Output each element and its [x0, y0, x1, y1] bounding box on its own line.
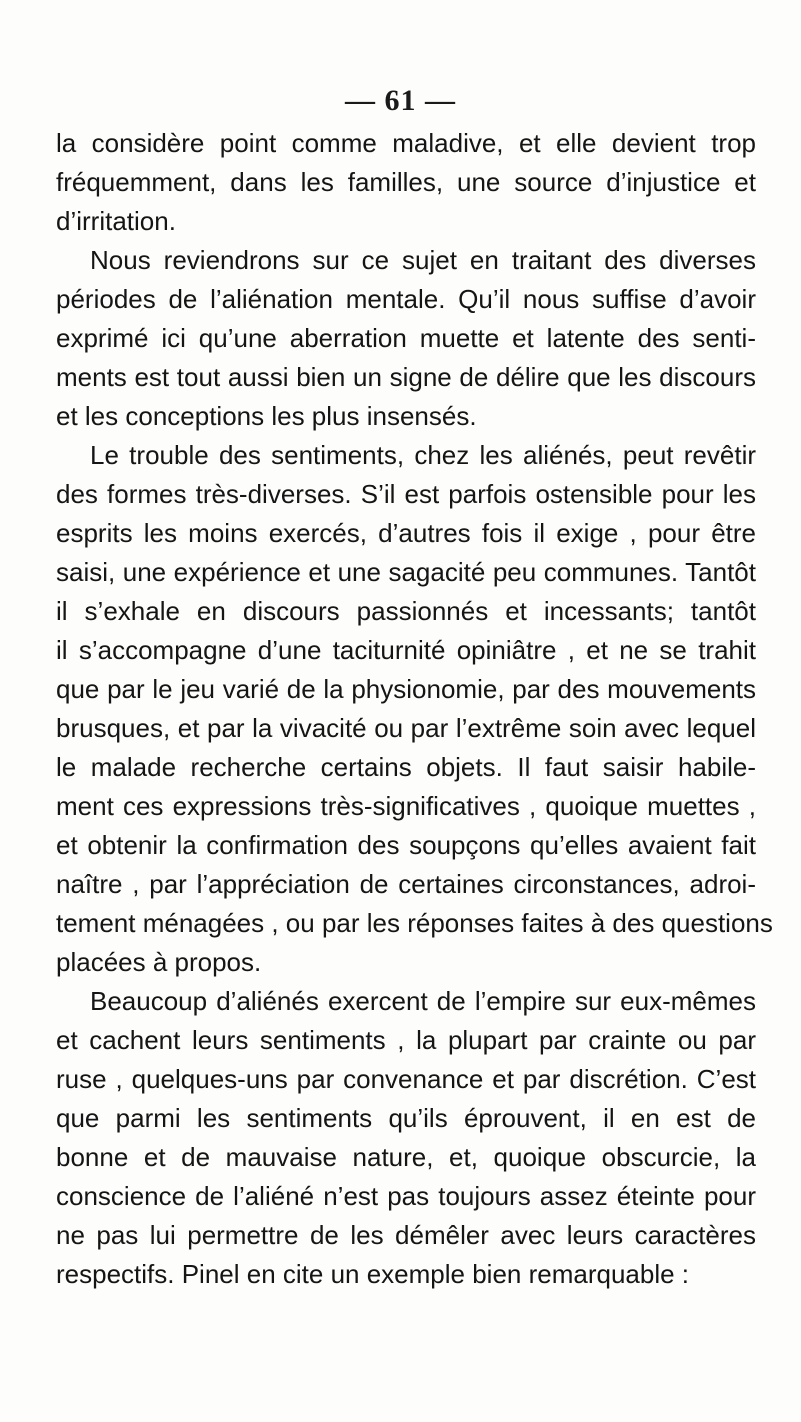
text-line: périodes de l’aliénation mentale. Qu’il nous suffise d’avoir [56, 284, 756, 314]
text-line: tement ménagées , ou par les réponses faites à des questions [56, 908, 773, 938]
text-line: ruse , quelques-uns par convenance et par discrétion. C’est [56, 1064, 756, 1094]
text-line: Le trouble des sentiments, chez les aliénés, peut revêtir [90, 440, 756, 470]
text-line: des formes très-diverses. S’il est parfois ostensible pour les [56, 479, 756, 509]
text-line: esprits les moins exercés, d’autres fois il exige , pour être [56, 518, 756, 548]
text-line: placées à propos. [56, 947, 262, 977]
paragraph [56, 124, 756, 241]
body-text [56, 124, 773, 1294]
text-line: que par le jeu varié de la physionomie, par des mouvements [56, 674, 756, 704]
text-line: brusques, et par la vivacité ou par l’extrême soin avec lequel [56, 713, 756, 743]
paragraph [56, 436, 773, 982]
text-line: respectifs. Pinel en cite un exemple bien remarquable : [56, 1259, 690, 1289]
text-line: et les conceptions les plus insensés. [56, 401, 477, 431]
text-line: que parmi les sentiments qu’ils éprouvent, il en est de [56, 1103, 756, 1133]
text-line: et cachent leurs sentiments , la plupart par crainte ou par [56, 1025, 756, 1055]
text-line: naître , par l’appréciation de certaines circonstances, adroi- [56, 869, 756, 899]
text-line: ment ces expressions très-significatives , quoique muettes , [56, 791, 756, 821]
page-number: — 61 — [345, 84, 456, 117]
text-line: et obtenir la confirmation des soupçons qu’elles avaient fait [56, 830, 756, 860]
text-line: d’irritation. [56, 206, 176, 236]
text-line: exprimé ici qu’une aberration muette et latente des senti- [56, 323, 756, 353]
text-line: la considère point comme maladive, et elle devient trop [56, 128, 756, 158]
text-line: ments est tout aussi bien un signe de délire que les discours [56, 362, 756, 392]
text-line: ne pas lui permettre de les démêler avec leurs caractères [56, 1220, 756, 1250]
text-line: conscience de l’aliéné n’est pas toujours assez éteinte pour [56, 1181, 756, 1211]
paragraph [56, 982, 756, 1294]
text-line: le malade recherche certains objets. Il faut saisir habile- [56, 752, 756, 782]
text-line: bonne et de mauvaise nature, et, quoique obscurcie, la [56, 1142, 756, 1172]
paragraph [56, 241, 756, 436]
text-line: Nous reviendrons sur ce sujet en traitant des diverses [90, 245, 756, 275]
text-line: Beaucoup d’aliénés exercent de l’empire sur eux-mêmes [90, 986, 756, 1016]
text-line: saisi, une expérience et une sagacité peu communes. Tantôt [56, 557, 756, 587]
text-line: il s’exhale en discours passionnés et incessants; tantôt [56, 596, 756, 626]
text-line: fréquemment, dans les familles, une source d’injustice et [56, 167, 756, 197]
text-line: il s’accompagne d’une taciturnité opiniâtre , et ne se trahit [56, 635, 756, 665]
